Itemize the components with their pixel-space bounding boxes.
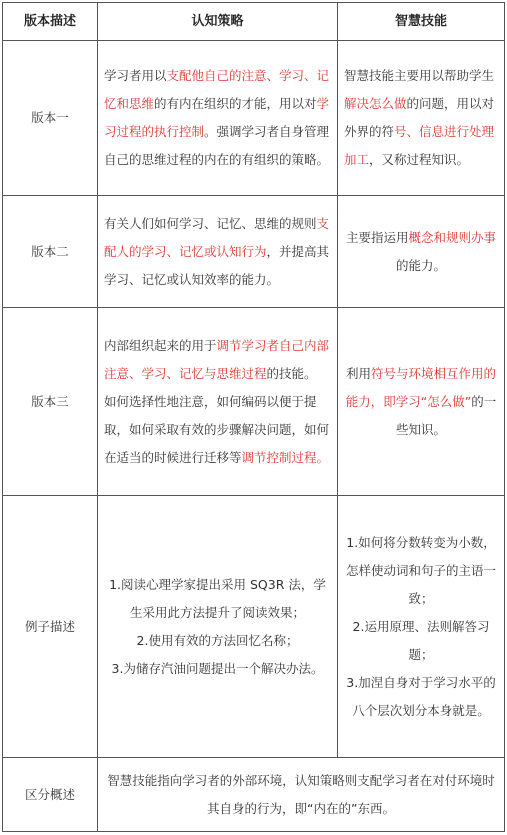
highlighted-text: 支配他自己的注意、学习、记忆和思维 <box>104 68 330 111</box>
highlighted-text: 符号与环境相互作用的能力，即学习“怎么做” <box>345 365 497 409</box>
cognitive-paragraph <box>104 388 331 472</box>
row-examples <box>3 496 505 758</box>
example-item: 3.为储存汽油问题提出一个解决办法。 <box>111 660 324 676</box>
intellectual-cell <box>338 41 505 196</box>
text-run: 如何选择性地注意，如何编码以便于提取，如何采取有效的步骤解决问题，如何在适当的时候进行迁移等 <box>104 393 330 465</box>
example-item: 1.如何将分数转变为小数，怎样使动词和句子的主语一致； <box>345 534 496 606</box>
row-label: 版本三 <box>3 308 98 496</box>
highlighted-text: 概念和规则办事 <box>408 229 497 245</box>
row-version-3 <box>3 308 505 496</box>
header-row <box>3 3 505 41</box>
text-run: 的一些知识。 <box>395 393 497 437</box>
highlighted-text: 支配人的学习、记忆或认知行为 <box>104 215 330 259</box>
example-item: 2.使用有效的方法回忆名称； <box>136 632 299 648</box>
intellectual-examples-cell <box>338 496 505 758</box>
cognitive-cell <box>98 41 338 196</box>
text-run: ，并提高其学习、记忆或认知效率的能力。 <box>104 243 330 287</box>
highlighted-text: 解决怎么做 <box>344 96 407 111</box>
header-version: 版本描述 <box>3 3 98 41</box>
highlighted-text: 学习过程的执行控制 <box>104 96 330 139</box>
text-run: 的能力。 <box>395 257 446 273</box>
header-intellectual-skill: 智慧技能 <box>338 3 505 41</box>
text-run: 学习者用以 <box>104 68 167 83</box>
cognitive-paragraph <box>104 332 331 388</box>
row-summary <box>3 758 505 832</box>
row-label: 版本一 <box>3 41 98 196</box>
intellectual-cell <box>338 196 505 308</box>
text-run: 主要指运用 <box>345 229 409 245</box>
cognitive-examples-cell <box>98 496 338 758</box>
row-version-1 <box>3 41 505 196</box>
intellectual-cell <box>338 308 505 496</box>
highlighted-text: 调节学习者自己内部注意、学习、记忆与思维过程 <box>104 337 330 381</box>
example-item: 2.运用原理、法则解答习题； <box>352 618 490 662</box>
highlighted-text: 号、信息进行处理加工 <box>344 124 495 167</box>
comparison-table <box>2 2 505 832</box>
summary-cell: 智慧技能指向学习者的外部环境，认知策略则支配学习者在对付环境时其自身的行为，即“内在的”东西。 <box>98 758 505 832</box>
text-run: 有关人们如何学习、记忆、思维的规则 <box>104 215 317 231</box>
text-run: 的有内在组织的才能，用以对 <box>154 96 317 111</box>
text-run: 。强调学习者自身管理自己的思维过程的内在的有组织的策略。 <box>104 124 330 167</box>
text-run: 智慧技能主要用以帮助学生 <box>344 68 495 83</box>
text-run: ，又称过程知识。 <box>369 152 470 167</box>
cognitive-cell <box>98 308 338 496</box>
header-cognitive-strategy: 认知策略 <box>98 3 338 41</box>
row-label: 区分概述 <box>3 758 98 832</box>
cognitive-cell <box>98 196 338 308</box>
text-run: 的问题，用以对外界的符 <box>344 96 495 139</box>
text-run: 的技能。 <box>266 365 317 381</box>
example-item: 3.加涅自身对于学习水平的八个层次划分本身就是。 <box>346 674 496 718</box>
highlighted-text: 调节控制过程。 <box>241 449 330 465</box>
example-item: 1.阅读心理学家提出采用 SQ3R 法，学生采用此方法提升了阅读效果； <box>109 576 326 620</box>
row-version-2 <box>3 196 505 308</box>
text-run: 利用 <box>345 365 371 381</box>
row-label: 例子描述 <box>3 496 98 758</box>
text-run: 内部组织起来的用于 <box>104 337 217 353</box>
row-label: 版本二 <box>3 196 98 308</box>
